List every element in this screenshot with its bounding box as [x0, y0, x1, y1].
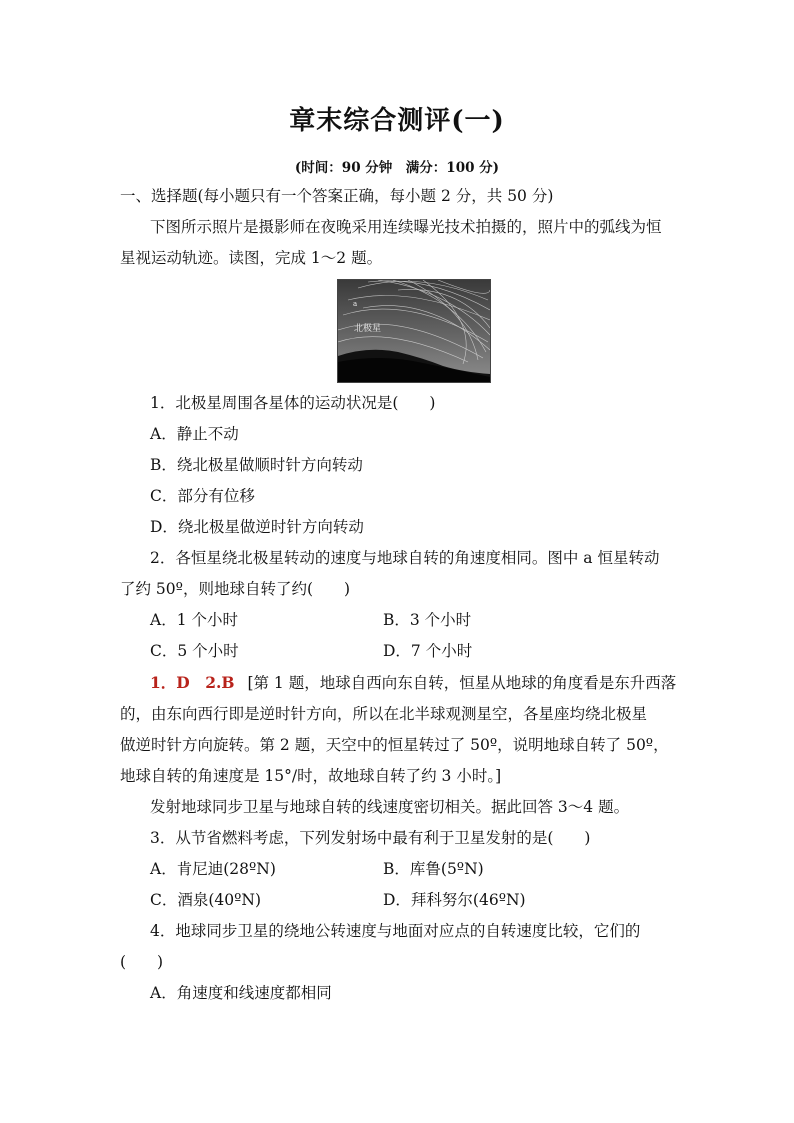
q2-options-row-1	[150, 610, 710, 630]
q3-options-row-2	[150, 890, 710, 910]
q3-option-c: C．酒泉(40ºN)	[150, 891, 262, 909]
section-heading: 一、选择题(每小题只有一个答案正确，每小题 2 分，共 50 分)	[120, 187, 554, 205]
q1-option-d: D．绕北极星做逆时针方向转动	[150, 518, 364, 536]
q2-option-b: B．3 个小时	[383, 611, 472, 629]
q2-option-d: D．7 个小时	[383, 642, 473, 660]
q4-stem-1: 4．地球同步卫星的绕地公转速度与地面对应点的自转速度比较，它们的	[150, 922, 641, 940]
q3-options-row-1	[150, 859, 710, 879]
intro-2: 发射地球同步卫星与地球自转的线速度密切相关。据此回答 3～4 题。	[150, 798, 630, 816]
page-title: 章末综合测评(一)	[289, 106, 505, 136]
exam-meta: (时间：90 分钟 满分：100 分)	[294, 160, 500, 176]
star-a-label: a	[353, 300, 358, 308]
q2-stem-2: 了约 50º，则地球自转了约( )	[120, 580, 351, 598]
answer-12-line-4: 地球自转的角速度是 15°/时，故地球自转了约 3 小时。]	[120, 767, 502, 785]
star-trail-photo	[337, 279, 491, 383]
answer-12-text-1: [第 1 题，地球自西向东自转，恒星从地球的角度看是东升西落	[247, 674, 677, 692]
q2-option-c: C．5 个小时	[150, 642, 239, 660]
intro-line-1: 下图所示照片是摄影师在夜晚采用连续曝光技术拍摄的，照片中的弧线为恒	[150, 218, 662, 236]
answer-12-line-3: 做逆时针方向旋转。第 2 题，天空中的恒星转过了 50º，说明地球自转了 50º，	[120, 736, 669, 754]
polaris-label: 北极星	[354, 324, 382, 334]
q3-option-b: B．库鲁(5ºN)	[383, 860, 484, 878]
q1-option-c: C．部分有位移	[150, 487, 255, 505]
answer-key: 1．D 2.B	[150, 673, 235, 692]
q3-stem: 3．从节省燃料考虑，下列发射场中最有利于卫星发射的是( )	[150, 829, 591, 847]
q1-option-b: B．绕北极星做顺时针方向转动	[150, 456, 363, 474]
q2-option-a: A．1 个小时	[150, 611, 238, 629]
q1-stem: 1．北极星周围各星体的运动状况是( )	[150, 394, 436, 412]
q2-options-row-2	[150, 641, 710, 661]
intro-line-2: 星视运动轨迹。读图，完成 1～2 题。	[120, 249, 383, 267]
q3-option-d: D．拜科努尔(46ºN)	[383, 891, 526, 909]
answer-12-line-2: 的，由东向西行即是逆时针方向，所以在北半球观测星空，各星座均绕北极星	[120, 705, 648, 723]
q4-stem-2: ( )	[120, 953, 164, 971]
q4-option-a: A．角速度和线速度都相同	[150, 984, 332, 1002]
q1-option-a: A．静止不动	[150, 425, 239, 443]
answer-12-line-1	[150, 673, 710, 693]
q3-option-a: A．肯尼迪(28ºN)	[150, 860, 276, 878]
q2-stem-1: 2．各恒星绕北极星转动的速度与地球自转的角速度相同。图中 a 恒星转动	[150, 549, 660, 567]
